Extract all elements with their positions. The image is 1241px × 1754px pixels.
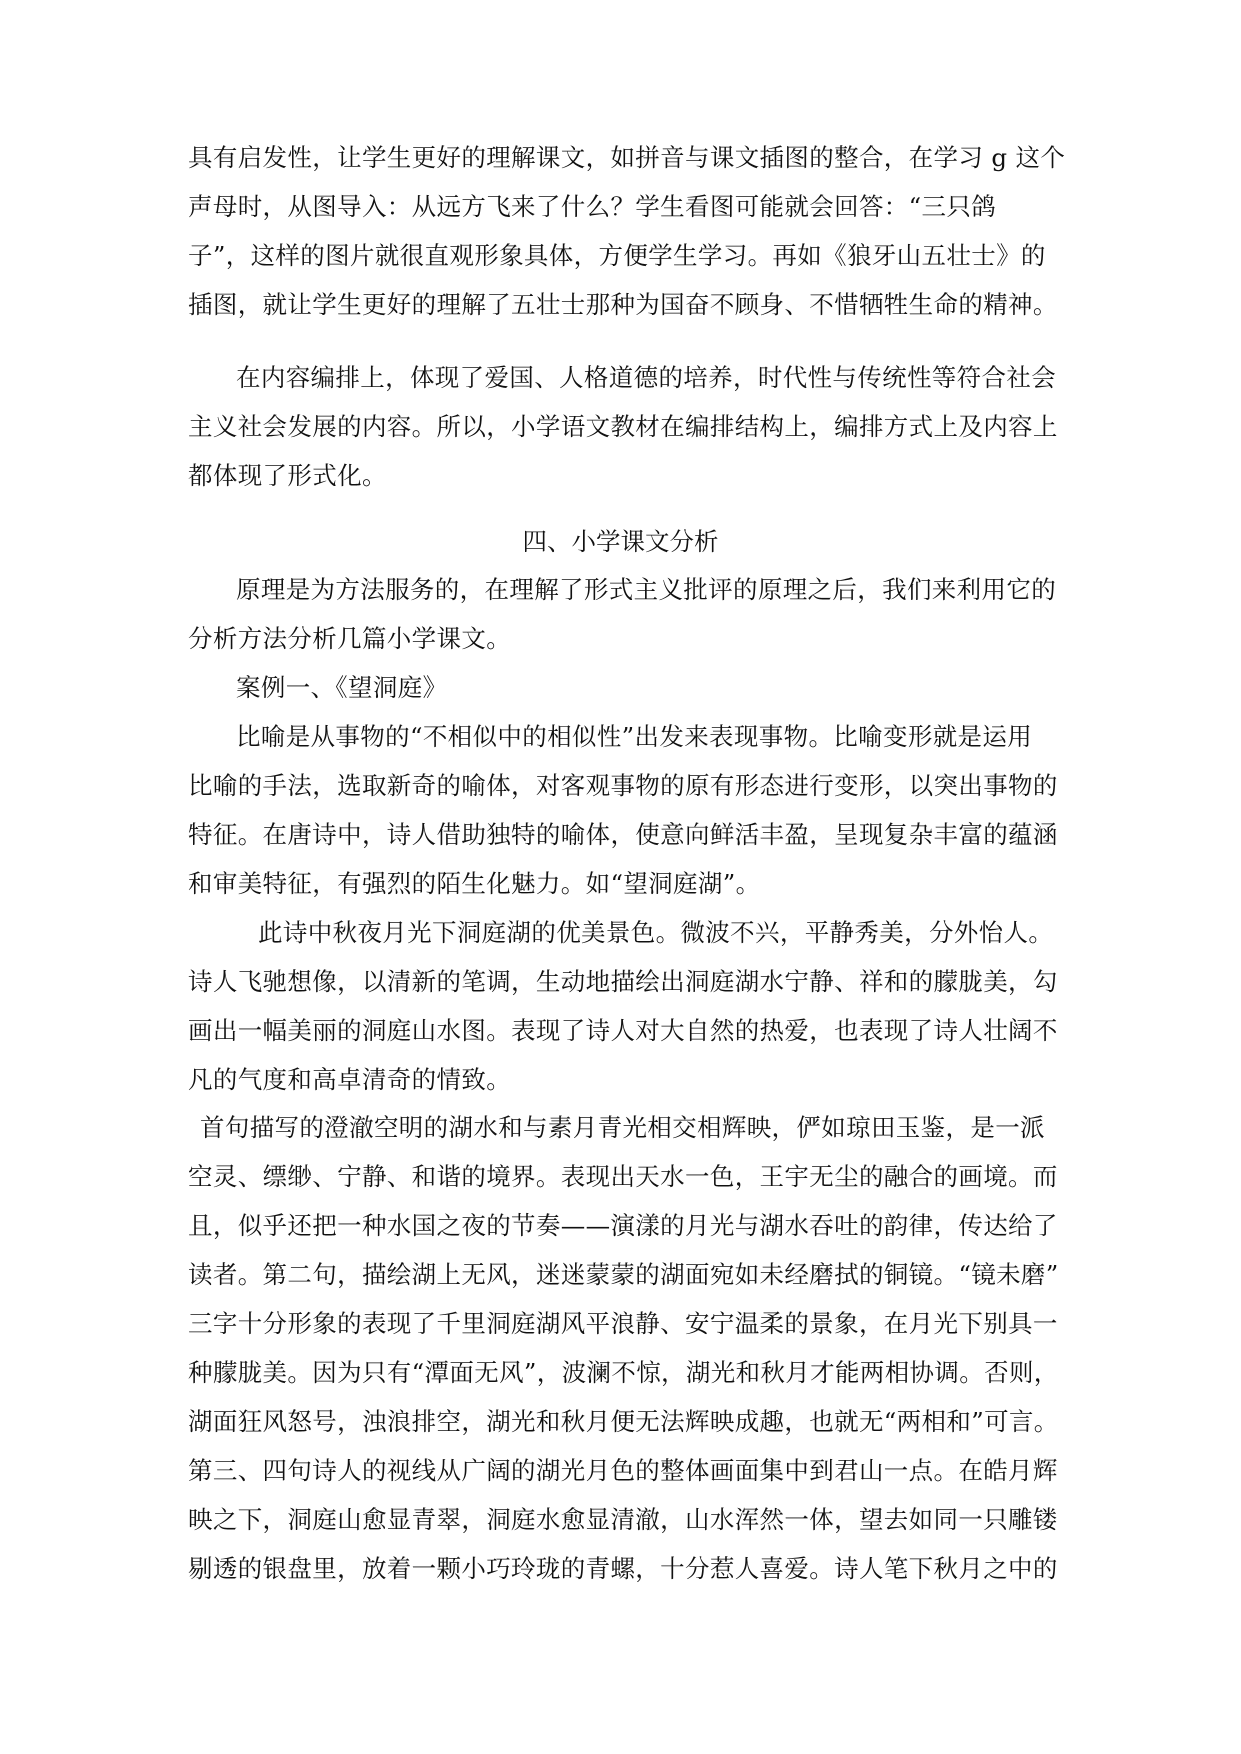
paragraph-5-line-2: 比喻的手法，选取新奇的喻体，对客观事物的原有形态进行变形，以突出事物的 <box>188 771 1058 800</box>
paragraph-6-line-1: 此诗中秋夜月光下洞庭湖的优美景色。微波不兴，平静秀美，分外怡人。 <box>258 918 1054 947</box>
paragraph-6-line-2: 诗人飞驰想像，以清新的笔调，生动地描绘出洞庭湖水宁静、祥和的朦胧美，勾 <box>188 967 1058 996</box>
paragraph-2-line-3: 都体现了形式化。 <box>188 461 387 490</box>
paragraph-2-line-2: 主义社会发展的内容。所以，小学语文教材在编排结构上，编排方式上及内容上 <box>188 412 1058 441</box>
paragraph-6-line-4: 凡的气度和高卓清奇的情致。 <box>188 1065 512 1094</box>
paragraph-7-line-3: 且，似乎还把一种水国之夜的节奏——演漾的月光与湖水吞吐的韵律，传达给了 <box>188 1211 1058 1240</box>
paragraph-1-line-4: 插图，就让学生更好的理解了五壮士那种为国奋不顾身、不惜牺牲生命的精神。 <box>188 290 1058 319</box>
paragraph-7-line-5: 三字十分形象的表现了千里洞庭湖风平浪静、安宁温柔的景象，在月光下别具一 <box>188 1309 1058 1338</box>
case-title: 案例一、《望洞庭》 <box>236 673 448 702</box>
paragraph-1-line-3: 子”，这样的图片就很直观形象具体，方便学生学习。再如《狼牙山五壮士》的 <box>188 241 1046 270</box>
paragraph-5-line-4: 和审美特征，有强烈的陌生化魅力。如“望洞庭湖”。 <box>188 869 761 898</box>
paragraph-3-line-1: 原理是为方法服务的，在理解了形式主义批评的原理之后，我们来利用它的 <box>236 575 1057 604</box>
paragraph-7-line-2: 空灵、缥缈、宁静、和谐的境界。表现出天水一色，王宇无尘的融合的画境。而 <box>188 1162 1058 1191</box>
paragraph-7-line-1: 首句描写的澄澈空明的湖水和与素月青光相交相辉映，俨如琼田玉鉴，是一派 <box>200 1113 1045 1142</box>
paragraph-7-line-10: 剔透的银盘里，放着一颗小巧玲珑的青螺，十分惹人喜爱。诗人笔下秋月之中的 <box>188 1554 1058 1583</box>
paragraph-7-line-9: 映之下，洞庭山愈显青翠，洞庭水愈显清澈，山水浑然一体，望去如同一只雕镂 <box>188 1505 1058 1534</box>
paragraph-7-line-8: 第三、四句诗人的视线从广阔的湖光月色的整体画面集中到君山一点。在皓月辉 <box>188 1456 1058 1485</box>
paragraph-5-line-3: 特征。在唐诗中，诗人借助独特的喻体，使意向鲜活丰盈，呈现复杂丰富的蕴涵 <box>188 820 1058 849</box>
paragraph-1-line-1: 具有启发性，让学生更好的理解课文，如拼音与课文插图的整合，在学习 g 这个 <box>188 143 1066 172</box>
paragraph-1-line-2: 声母时，从图导入：从远方飞来了什么？学生看图可能就会回答：“三只鸽 <box>188 192 997 221</box>
paragraph-3-line-2: 分析方法分析几篇小学课文。 <box>188 624 512 653</box>
paragraph-7-line-7: 湖面狂风怒号，浊浪排空，湖光和秋月便无法辉映成趣，也就无“两相和”可言。 <box>188 1407 1059 1436</box>
paragraph-6-line-3: 画出一幅美丽的洞庭山水图。表现了诗人对大自然的热爱，也表现了诗人壮阔不 <box>188 1016 1058 1045</box>
paragraph-7-line-4: 读者。第二句，描绘湖上无风，迷迷蒙蒙的湖面宛如未经磨拭的铜镜。“镜未磨” <box>188 1260 1059 1289</box>
paragraph-2-line-1: 在内容编排上，体现了爱国、人格道德的培养，时代性与传统性等符合社会 <box>236 363 1057 392</box>
section-heading: 四、小学课文分析 <box>522 527 719 556</box>
paragraph-7-line-6: 种朦胧美。因为只有“潭面无风”，波澜不惊，湖光和秋月才能两相协调。否则， <box>188 1358 1059 1387</box>
paragraph-5-line-1: 比喻是从事物的“不相似中的相似性”出发来表现事物。比喻变形就是运用 <box>236 722 1033 751</box>
